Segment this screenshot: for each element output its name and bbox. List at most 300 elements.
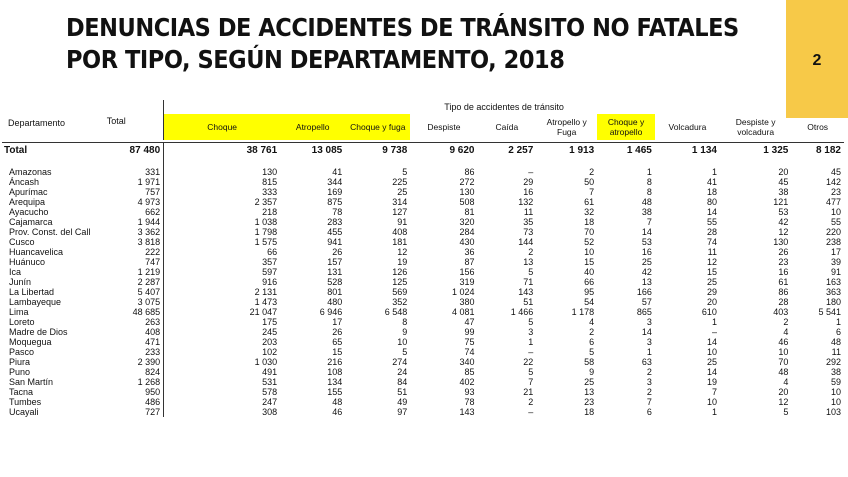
- value-cell: 283: [327, 217, 343, 227]
- value-cell: 28: [706, 227, 717, 237]
- value-cell: 380: [459, 297, 475, 307]
- value-cell: 815: [262, 177, 278, 187]
- value-cell: 38 761: [246, 145, 278, 156]
- value-cell: 865: [636, 307, 652, 317]
- value-cell: 344: [327, 177, 343, 187]
- value-cell: 25: [584, 377, 595, 387]
- value-cell: 180: [825, 297, 841, 307]
- header-category-label: Atropello y Fuga: [546, 117, 587, 137]
- header-category: [477, 114, 536, 140]
- value-cell: 1 466: [510, 307, 534, 317]
- value-cell: 3: [528, 327, 534, 337]
- total-cell: 3 818: [103, 237, 164, 247]
- value-cell: 102: [262, 347, 278, 357]
- value-cell: 1 913: [569, 145, 595, 156]
- value-cell: 163: [825, 277, 841, 287]
- value-cell: 7: [646, 217, 652, 227]
- value-cell: 181: [392, 237, 408, 247]
- value-cell: 18: [706, 187, 717, 197]
- table-row: [2, 197, 844, 207]
- value-cell: 569: [392, 287, 408, 297]
- slide-number: 2: [812, 52, 822, 69]
- header-category: [410, 114, 477, 140]
- value-cell: 130: [262, 167, 278, 177]
- value-cell: 54: [584, 297, 595, 307]
- value-cell: 155: [327, 387, 343, 397]
- department-cell: Prov. Const. del Call: [9, 227, 91, 237]
- value-cell: 247: [262, 397, 278, 407]
- value-cell: 1 134: [691, 145, 717, 156]
- value-cell: 26: [778, 247, 789, 257]
- value-cell: 216: [327, 357, 343, 367]
- value-cell: 4: [783, 377, 789, 387]
- value-cell: 9: [589, 367, 595, 377]
- value-cell: 38: [830, 367, 841, 377]
- value-cell: 916: [262, 277, 278, 287]
- department-cell: Piura: [9, 357, 31, 367]
- value-cell: 55: [830, 217, 841, 227]
- total-cell: 4 973: [103, 197, 164, 207]
- value-cell: 86: [464, 167, 475, 177]
- total-cell: 747: [103, 257, 164, 267]
- value-cell: 46: [332, 407, 343, 417]
- value-cell: 130: [773, 237, 789, 247]
- value-cell: 578: [262, 387, 278, 397]
- value-cell: 2: [528, 397, 534, 407]
- total-cell: 48 685: [103, 307, 164, 317]
- value-cell: 10: [778, 347, 789, 357]
- department-cell: Lambayeque: [9, 297, 62, 307]
- total-cell: 1 944: [103, 217, 164, 227]
- value-cell: 42: [778, 217, 789, 227]
- value-cell: –: [528, 167, 534, 177]
- value-cell: 41: [332, 167, 343, 177]
- value-cell: 86: [778, 287, 789, 297]
- value-cell: 53: [641, 237, 652, 247]
- value-cell: 78: [332, 207, 343, 217]
- value-cell: 357: [262, 257, 278, 267]
- value-cell: 48: [830, 337, 841, 347]
- value-cell: 11: [831, 347, 841, 357]
- value-cell: 19: [397, 257, 408, 267]
- value-cell: 1: [646, 167, 652, 177]
- value-cell: 2: [783, 317, 789, 327]
- value-cell: 74: [464, 347, 475, 357]
- table-row: [2, 397, 844, 407]
- header-category-label: Despiste: [427, 122, 461, 132]
- value-cell: 59: [830, 377, 841, 387]
- value-cell: 25: [641, 257, 652, 267]
- total-cell: 471: [103, 337, 164, 347]
- value-cell: 156: [459, 267, 475, 277]
- table-row: [2, 407, 844, 417]
- total-cell: 950: [103, 387, 164, 397]
- value-cell: 58: [584, 357, 595, 367]
- value-cell: 93: [464, 387, 475, 397]
- value-cell: –: [711, 327, 717, 337]
- value-cell: 24: [397, 367, 408, 377]
- value-cell: 50: [584, 177, 595, 187]
- value-cell: 12: [397, 247, 408, 257]
- header-category-label: Atropello: [295, 122, 330, 132]
- table-row: [2, 247, 844, 257]
- value-cell: 2: [646, 367, 652, 377]
- total-cell: 824: [103, 367, 164, 377]
- value-cell: 2: [646, 387, 652, 397]
- value-cell: 57: [641, 297, 652, 307]
- value-cell: 144: [518, 237, 534, 247]
- total-cell: 2 287: [103, 277, 164, 287]
- value-cell: 18: [584, 407, 595, 417]
- value-cell: 166: [636, 287, 652, 297]
- value-cell: 19: [706, 377, 717, 387]
- department-cell: Cajamarca: [9, 217, 53, 227]
- value-cell: 10: [706, 397, 717, 407]
- department-cell: Puno: [9, 367, 31, 377]
- value-cell: 13 085: [311, 145, 343, 156]
- value-cell: 10: [706, 347, 717, 357]
- table-row: [2, 267, 844, 277]
- value-cell: 13: [641, 277, 652, 287]
- value-cell: 1 030: [254, 357, 278, 367]
- value-cell: 97: [397, 407, 408, 417]
- value-cell: 41: [706, 177, 717, 187]
- total-cell: 87 480: [103, 143, 164, 160]
- value-cell: 272: [459, 177, 475, 187]
- total-cell: 408: [103, 327, 164, 337]
- value-cell: 142: [825, 177, 841, 187]
- value-cell: 65: [332, 337, 343, 347]
- value-cell: 245: [262, 327, 278, 337]
- value-cell: 29: [523, 177, 534, 187]
- value-cell: 340: [459, 357, 475, 367]
- header-category: [655, 114, 720, 140]
- table-row: [2, 327, 844, 337]
- value-cell: 430: [459, 237, 475, 247]
- table-row: [2, 337, 844, 347]
- value-cell: 20: [778, 167, 789, 177]
- total-cell: 3 362: [103, 227, 164, 237]
- value-cell: 35: [523, 217, 534, 227]
- value-cell: 238: [825, 237, 841, 247]
- department-cell: Arequipa: [9, 197, 46, 207]
- value-cell: 18: [584, 217, 595, 227]
- department-cell: La Libertad: [9, 287, 55, 297]
- value-cell: 143: [459, 407, 475, 417]
- value-cell: 7: [589, 187, 595, 197]
- department-cell: Tumbes: [9, 397, 42, 407]
- department-cell: Cusco: [9, 237, 35, 247]
- value-cell: 130: [459, 187, 475, 197]
- value-cell: 9 738: [382, 145, 408, 156]
- value-cell: 2 257: [508, 145, 534, 156]
- value-cell: 284: [459, 227, 475, 237]
- value-cell: 1 325: [763, 145, 789, 156]
- value-cell: 91: [830, 267, 841, 277]
- value-cell: 2: [589, 327, 595, 337]
- department-cell: Ucayali: [9, 407, 39, 417]
- value-cell: 157: [327, 257, 343, 267]
- table-row: [2, 387, 844, 397]
- table-row: [2, 377, 844, 387]
- table-body: [2, 143, 844, 418]
- department-cell: Apurímac: [9, 187, 48, 197]
- value-cell: 314: [392, 197, 408, 207]
- value-cell: 220: [825, 227, 841, 237]
- value-cell: 308: [262, 407, 278, 417]
- value-cell: 7: [528, 377, 534, 387]
- total-cell: 263: [103, 317, 164, 327]
- header-category-label: Otros: [807, 122, 829, 132]
- total-cell: 1 268: [103, 377, 164, 387]
- value-cell: 15: [332, 347, 343, 357]
- value-cell: 4: [783, 327, 789, 337]
- value-cell: 26: [332, 327, 343, 337]
- value-cell: 6 548: [384, 307, 408, 317]
- header-category: [791, 114, 844, 140]
- value-cell: 5: [589, 347, 595, 357]
- value-cell: 8: [646, 177, 652, 187]
- value-cell: 408: [392, 227, 408, 237]
- value-cell: 6: [835, 327, 841, 337]
- department-cell: Lima: [9, 307, 29, 317]
- value-cell: 63: [641, 357, 652, 367]
- total-cell: 1 219: [103, 267, 164, 277]
- value-cell: 21 047: [249, 307, 278, 317]
- value-cell: 23: [778, 257, 789, 267]
- total-cell: 486: [103, 397, 164, 407]
- value-cell: 15: [584, 257, 595, 267]
- value-cell: 38: [778, 187, 789, 197]
- total-row: [2, 143, 844, 160]
- value-cell: 53: [778, 207, 789, 217]
- value-cell: 71: [523, 277, 534, 287]
- value-cell: 103: [825, 407, 841, 417]
- header-category-label: Caída: [495, 122, 519, 132]
- value-cell: 1: [646, 347, 652, 357]
- value-cell: 480: [327, 297, 343, 307]
- value-cell: 1 575: [254, 237, 278, 247]
- value-cell: 597: [262, 267, 278, 277]
- value-cell: 29: [706, 287, 717, 297]
- value-cell: 12: [778, 397, 789, 407]
- value-cell: 108: [327, 367, 343, 377]
- value-cell: 39: [830, 257, 841, 267]
- value-cell: 55: [706, 217, 717, 227]
- total-cell: 5 407: [103, 287, 164, 297]
- value-cell: 14: [706, 207, 717, 217]
- total-cell: 662: [103, 207, 164, 217]
- value-cell: 126: [392, 267, 408, 277]
- value-cell: 81: [464, 207, 475, 217]
- header-category: [164, 114, 281, 140]
- value-cell: 91: [397, 217, 408, 227]
- value-cell: 1 038: [254, 217, 278, 227]
- value-cell: 7: [646, 397, 652, 407]
- header-category-label: Choque: [207, 122, 238, 132]
- value-cell: 5: [528, 317, 534, 327]
- value-cell: 22: [523, 357, 534, 367]
- value-cell: 175: [262, 317, 278, 327]
- value-cell: 95: [584, 287, 595, 297]
- header-category: [280, 114, 345, 140]
- spacer-row: [2, 159, 844, 167]
- table-row: [2, 177, 844, 187]
- value-cell: 363: [825, 287, 841, 297]
- department-cell: Huánuco: [9, 257, 46, 267]
- total-cell: 233: [103, 347, 164, 357]
- value-cell: 1 473: [254, 297, 278, 307]
- value-cell: 14: [706, 337, 717, 347]
- header-departamento: Departamento: [8, 118, 66, 128]
- total-cell: 331: [103, 167, 164, 177]
- value-cell: 5: [783, 407, 789, 417]
- value-cell: 2: [528, 247, 534, 257]
- value-cell: 477: [825, 197, 841, 207]
- value-cell: 10: [584, 247, 595, 257]
- department-cell: Ayacucho: [9, 207, 49, 217]
- value-cell: 17: [332, 317, 343, 327]
- value-cell: 531: [262, 377, 278, 387]
- header-category: [597, 114, 655, 140]
- value-cell: 26: [332, 247, 343, 257]
- value-cell: 6: [646, 407, 652, 417]
- header-category-label: Choque y atropello: [607, 117, 645, 137]
- value-cell: 352: [392, 297, 408, 307]
- table-row: [2, 297, 844, 307]
- value-cell: 66: [267, 247, 278, 257]
- value-cell: 12: [706, 257, 717, 267]
- value-cell: 2: [589, 167, 595, 177]
- table-row: [2, 347, 844, 357]
- department-cell: Áncash: [9, 177, 40, 187]
- value-cell: 13: [523, 257, 534, 267]
- value-cell: 1: [711, 167, 717, 177]
- value-cell: 455: [327, 227, 343, 237]
- value-cell: 1: [711, 407, 717, 417]
- value-cell: 11: [523, 207, 534, 217]
- value-cell: 169: [327, 187, 343, 197]
- value-cell: 16: [778, 267, 789, 277]
- value-cell: 47: [464, 317, 475, 327]
- value-cell: 20: [778, 387, 789, 397]
- table-row: [2, 277, 844, 287]
- total-cell: 757: [103, 187, 164, 197]
- total-cell: 222: [103, 247, 164, 257]
- value-cell: 143: [518, 287, 534, 297]
- value-cell: 23: [830, 187, 841, 197]
- value-cell: 4 081: [451, 307, 475, 317]
- value-cell: 10: [830, 397, 841, 407]
- value-cell: 875: [327, 197, 343, 207]
- total-cell: 2 390: [103, 357, 164, 367]
- value-cell: 121: [773, 197, 789, 207]
- value-cell: 2 357: [254, 197, 278, 207]
- value-cell: 21: [523, 387, 534, 397]
- value-cell: 10: [830, 387, 841, 397]
- title-line-1: DENUNCIAS DE ACCIDENTES DE TRÁNSITO NO FATALES: [66, 13, 739, 42]
- value-cell: 10: [397, 337, 408, 347]
- total-cell: 727: [103, 407, 164, 417]
- value-cell: 15: [706, 267, 717, 277]
- table-row: [2, 367, 844, 377]
- value-cell: 52: [584, 237, 595, 247]
- value-cell: –: [528, 347, 534, 357]
- value-cell: 38: [641, 207, 652, 217]
- value-cell: 6 946: [319, 307, 343, 317]
- header-category-label: Volcadura: [668, 122, 707, 132]
- value-cell: 49: [397, 397, 408, 407]
- slide-title: [66, 12, 786, 76]
- value-cell: 16: [523, 187, 534, 197]
- value-cell: 70: [584, 227, 595, 237]
- value-cell: 3: [646, 377, 652, 387]
- value-cell: 25: [706, 357, 717, 367]
- value-cell: 61: [584, 197, 595, 207]
- value-cell: 75: [464, 337, 475, 347]
- value-cell: 32: [584, 207, 595, 217]
- value-cell: 203: [262, 337, 278, 347]
- value-cell: 5: [402, 347, 408, 357]
- department-cell: Pasco: [9, 347, 35, 357]
- value-cell: 16: [641, 247, 652, 257]
- table-row: [2, 237, 844, 247]
- department-cell: Moquegua: [9, 337, 52, 347]
- accidents-table: [2, 100, 844, 417]
- value-cell: 78: [464, 397, 475, 407]
- value-cell: 23: [584, 397, 595, 407]
- table-row: [2, 227, 844, 237]
- value-cell: 8 182: [815, 145, 841, 156]
- value-cell: 99: [464, 327, 475, 337]
- department-cell: Ica: [9, 267, 22, 277]
- value-cell: 528: [327, 277, 343, 287]
- value-cell: 274: [392, 357, 408, 367]
- value-cell: 74: [706, 237, 717, 247]
- total-cell: 3 075: [103, 297, 164, 307]
- department-cell: Loreto: [9, 317, 35, 327]
- value-cell: 403: [773, 307, 789, 317]
- department-cell: Total: [4, 145, 28, 156]
- value-cell: 48: [332, 397, 343, 407]
- value-cell: 801: [327, 287, 343, 297]
- header-category: [345, 114, 410, 140]
- value-cell: 10: [830, 207, 841, 217]
- value-cell: 28: [778, 297, 789, 307]
- value-cell: 2 131: [254, 287, 278, 297]
- value-cell: 5 541: [818, 307, 841, 317]
- value-cell: 48: [641, 197, 652, 207]
- value-cell: –: [528, 407, 534, 417]
- table-row: [2, 287, 844, 297]
- value-cell: 85: [464, 367, 475, 377]
- value-cell: 70: [778, 357, 789, 367]
- table-row: [2, 207, 844, 217]
- value-cell: 1 024: [451, 287, 475, 297]
- header-category: [536, 114, 597, 140]
- value-cell: 40: [584, 267, 595, 277]
- value-cell: 125: [392, 277, 408, 287]
- value-cell: 132: [518, 197, 534, 207]
- value-cell: 1: [711, 317, 717, 327]
- table-row: [2, 217, 844, 227]
- value-cell: 1 178: [571, 307, 595, 317]
- department-cell: Junín: [9, 277, 32, 287]
- department-cell: Amazonas: [9, 167, 52, 177]
- value-cell: 131: [327, 267, 343, 277]
- value-cell: 51: [523, 297, 534, 307]
- value-cell: 66: [584, 277, 595, 287]
